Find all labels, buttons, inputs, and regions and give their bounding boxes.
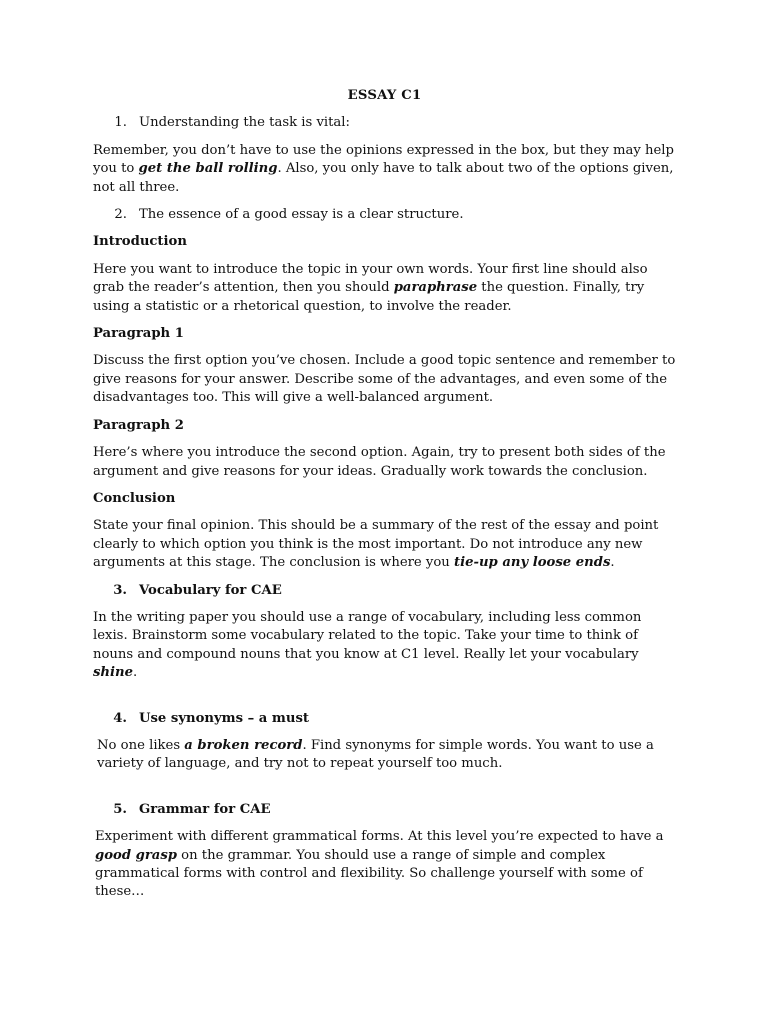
list-item-1 bbox=[93, 114, 676, 132]
paragraph-introduction bbox=[93, 261, 676, 316]
list-text: Grammar for CAE bbox=[139, 801, 271, 817]
paragraph-conclusion bbox=[93, 517, 676, 572]
text-run: No one likes bbox=[97, 737, 185, 753]
heading-paragraph-1: Paragraph 1 bbox=[93, 326, 184, 342]
text-run: . Find synonyms for simple words. You want to use a variety of language, and try not to repeat yourself too much. bbox=[97, 737, 654, 772]
heading-paragraph-2: Paragraph 2 bbox=[93, 417, 184, 433]
document-title: ESSAY C1 bbox=[347, 88, 422, 103]
list-item-4 bbox=[93, 710, 676, 728]
text-run: Remember, you don’t have to use the opinions expressed in the box, but they may help you to bbox=[93, 142, 674, 177]
text-run: State your final opinion. This should be a summary of the rest of the essay and point clearly to which option you think is the most important. Do not introduce any new arguments at this stage. The conclusion is where you bbox=[93, 518, 659, 571]
list-text: Understanding the task is vital: bbox=[139, 115, 350, 131]
spacer bbox=[93, 692, 676, 710]
emphasis: shine bbox=[93, 665, 134, 681]
emphasis: tie-up any loose ends bbox=[454, 555, 611, 571]
emphasis: get the ball rolling bbox=[138, 161, 278, 177]
paragraph-2-body: Here’s where you introduce the second option. Again, try to present both sides of the argument and give reasons for your ideas. Gradually work towards the conclusion. bbox=[93, 445, 666, 479]
list-text: Vocabulary for CAE bbox=[139, 582, 282, 598]
text-run: Here you want to introduce the topic in your own words. Your first line should also grab the reader’s attention, then you should bbox=[93, 261, 648, 296]
emphasis: paraphrase bbox=[393, 280, 478, 296]
paragraph-task bbox=[93, 142, 676, 197]
text-run: In the writing paper you should use a range of vocabulary, including less common lexis. Brainstorm some vocabulary related to the topic. Take your time to think of nouns and compound nouns that you know at C1 level. Really let your vocabulary bbox=[93, 609, 642, 662]
list-number: 1. bbox=[114, 115, 127, 131]
text-run: . bbox=[610, 555, 615, 571]
list-number: 2. bbox=[114, 207, 127, 223]
list-number: 4. bbox=[113, 710, 127, 726]
heading-conclusion: Conclusion bbox=[93, 490, 176, 506]
text-run: . bbox=[133, 665, 138, 681]
emphasis: a broken record bbox=[184, 737, 303, 753]
emphasis: good grasp bbox=[95, 847, 177, 863]
text-run: . Also, you only have to talk about two of the options given, not all three. bbox=[93, 161, 674, 195]
list-number: 5. bbox=[113, 801, 127, 817]
list-item-2 bbox=[93, 206, 676, 224]
text-run: Experiment with different grammatical forms. At this level you’re expected to have a bbox=[95, 829, 664, 845]
heading-introduction: Introduction bbox=[93, 234, 187, 250]
list-item-3 bbox=[93, 582, 676, 600]
text-run: on the grammar. You should use a range of simple and complex grammatical forms with control and flexibility. So challenge yourself with some of these… bbox=[95, 847, 643, 900]
paragraph-grammar bbox=[93, 828, 676, 902]
list-text: The essence of a good essay is a clear structure. bbox=[139, 207, 464, 223]
spacer bbox=[93, 783, 676, 801]
text-run: the question. Finally, try using a statistic or a rhetorical question, to involve the reader. bbox=[93, 280, 645, 314]
paragraph-synonyms bbox=[93, 737, 676, 774]
list-item-5 bbox=[93, 801, 676, 819]
list-text: Use synonyms – a must bbox=[139, 710, 309, 726]
paragraph-vocabulary bbox=[93, 609, 676, 683]
list-number: 3. bbox=[113, 582, 127, 598]
paragraph-1-body: Discuss the first option you’ve chosen. Include a good topic sentence and remember to give reasons for your answer. Describe some of the advantages, and even some of the disadvantages too. This will give a well-balanced argument. bbox=[93, 353, 676, 406]
